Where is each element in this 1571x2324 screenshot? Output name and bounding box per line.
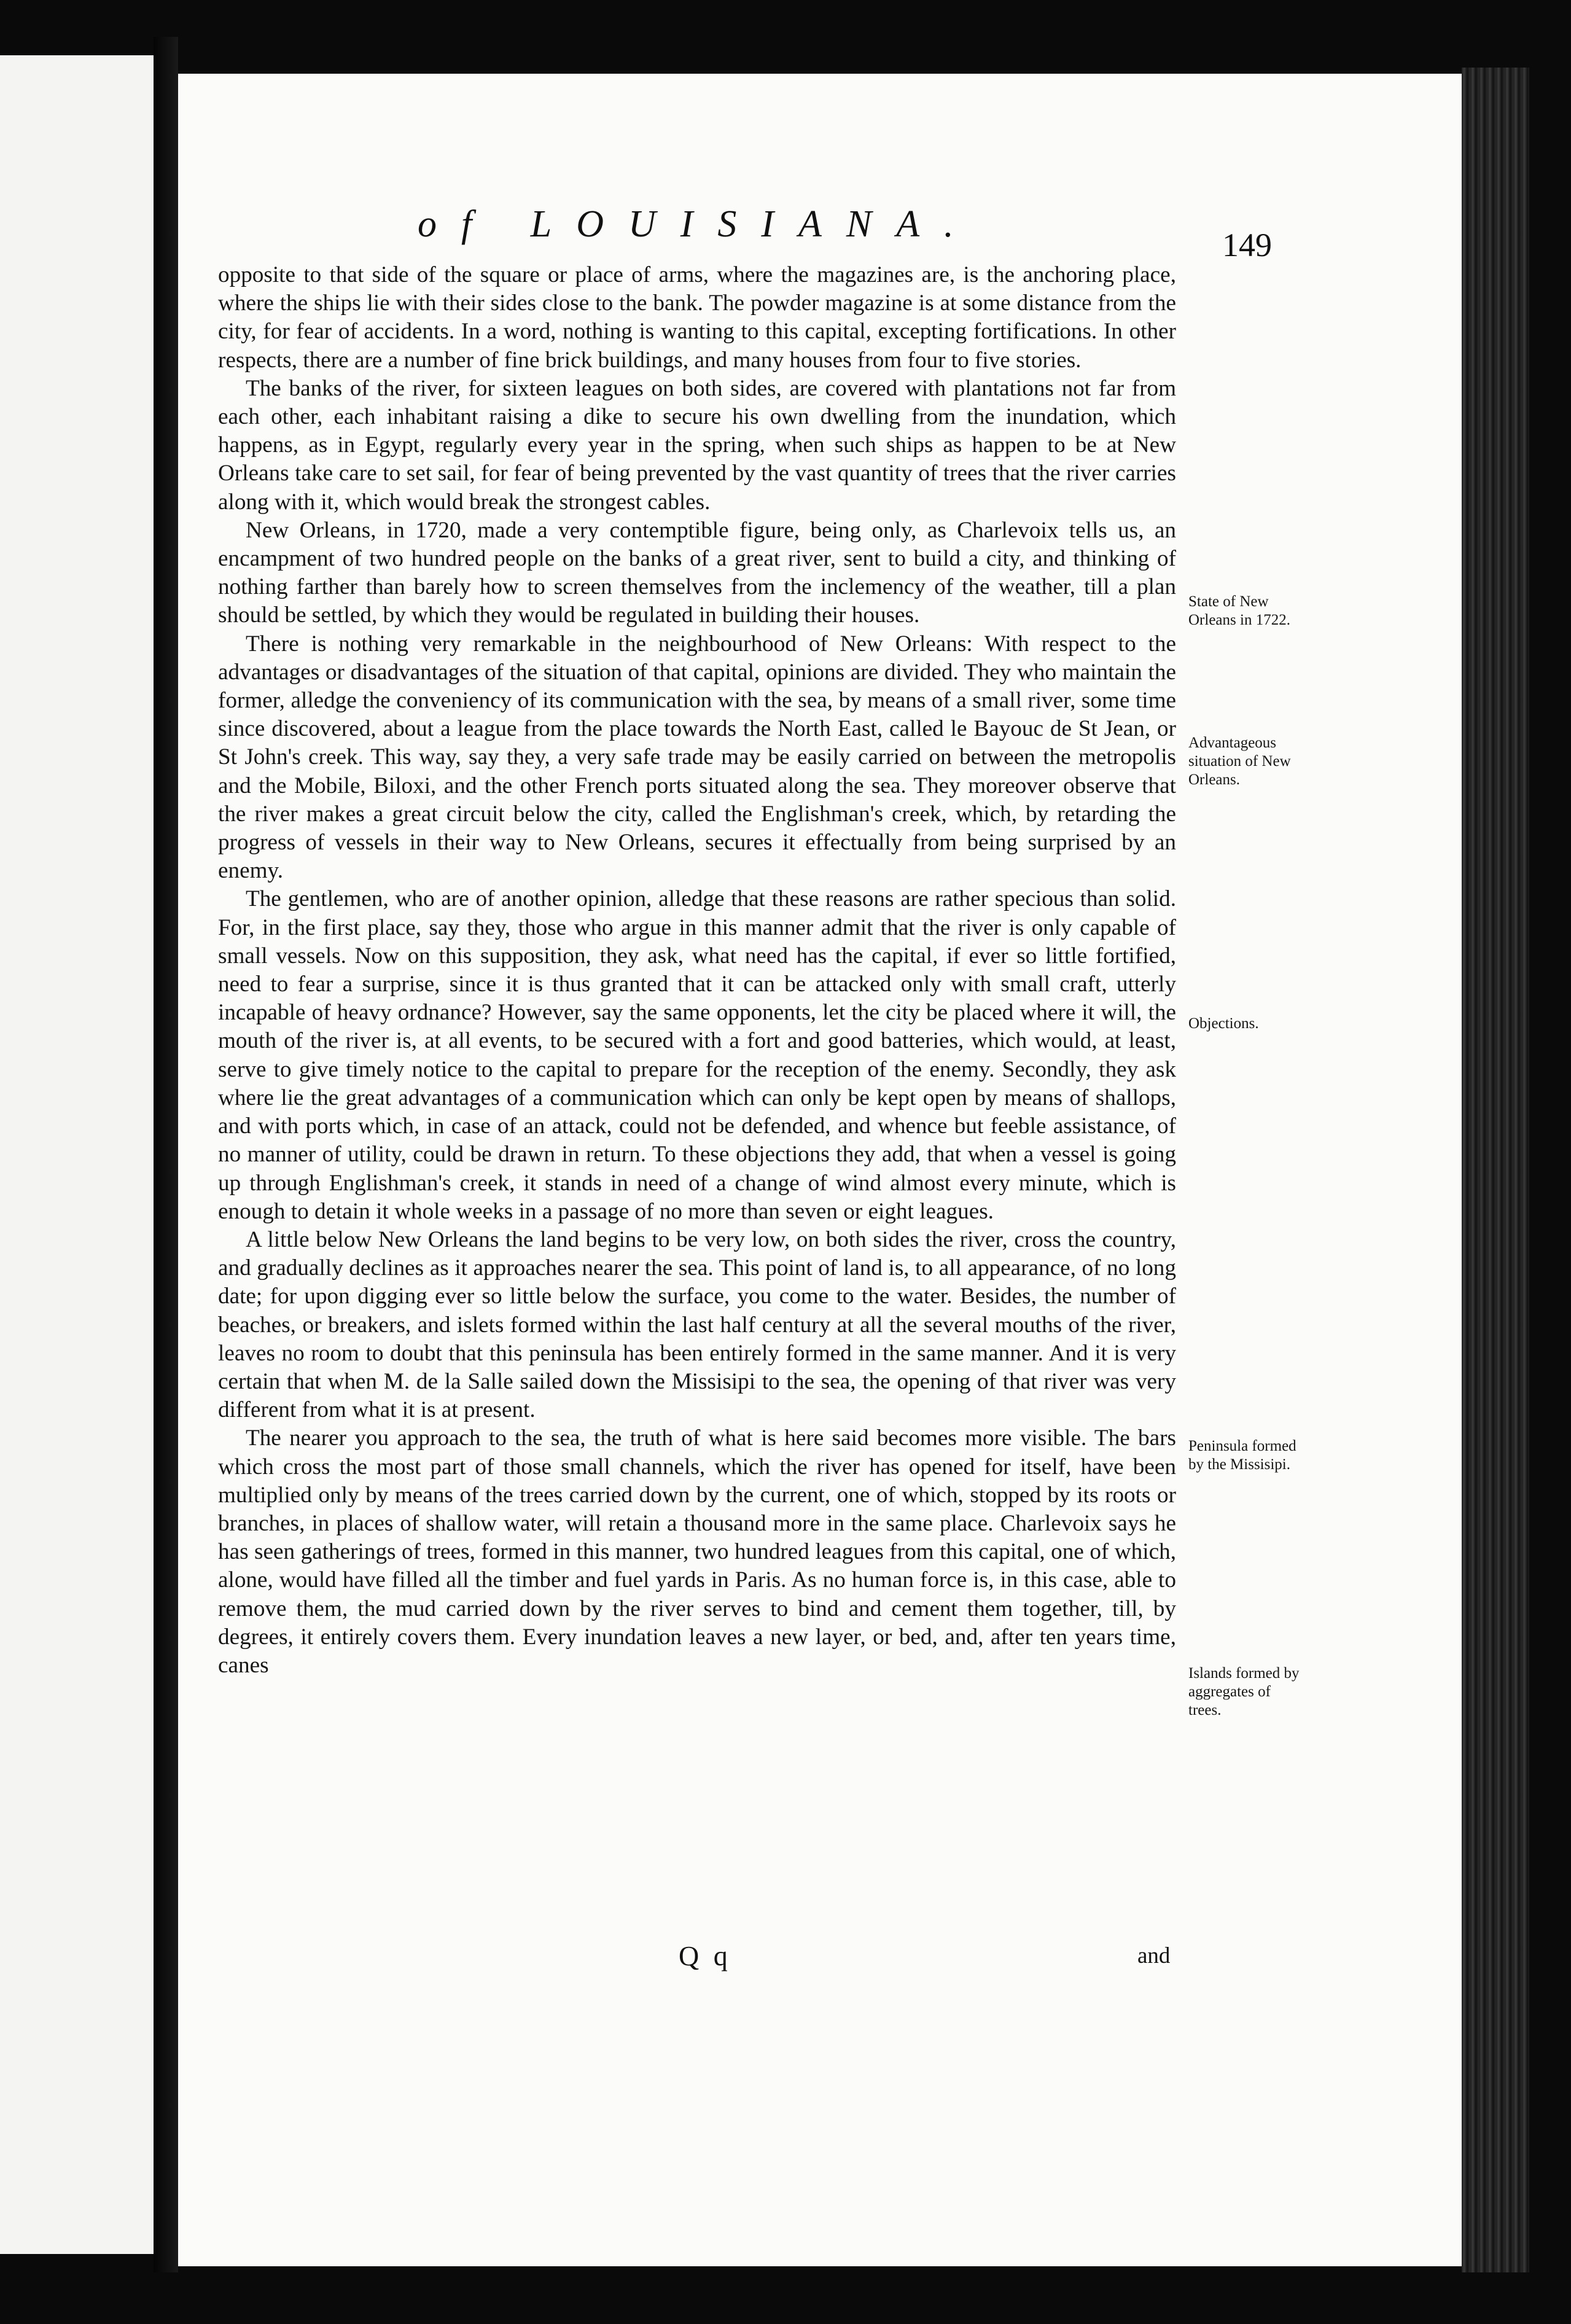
paragraph: New Orleans, in 1720, made a very contemptible figure, being only, as Charlevoix tells us, an encampment of two hundred people on the banks of a great river, sent to build a city, and thinking of nothing farther than barely how to screen themselves from the inclemency of the weather, till a plan should be settled, by which they would be regulated in building their houses. xyxy=(218,517,1176,628)
page-stack-edge xyxy=(1462,68,1529,2272)
catchword: and xyxy=(1137,1943,1171,1968)
paragraph: There is nothing very remarkable in the neighbourhood of New Orleans: With respect to the advantages or disadvantages of the situation of that capital, opinions are divided. They who maintain the former, alledge the conveniency of its communication with the sea, by means of a small river, some time since discovered, about a league from the place towards the North East, called le Bayouc de St Jean, or St John's creek. This way, say they, a very safe trade may be easily carried on between the metropolis and the Mobile, Biloxi, and the other French ports situated along the sea. They moreover observe that the river makes a great circuit below the city, called the Englishman's creek, which, by retarding the progress of vessels in their way to New Orleans, secures it effectually from being surprised by an enemy. xyxy=(218,631,1176,884)
margin-note: State of New Orleans in 1722. xyxy=(1188,593,1290,628)
paragraph: opposite to that side of the square or place of arms, where the magazines are, is the anchoring place, where the ships lie with their sides close to the bank. The powder magazine is at some distance from the city, for fear of accidents. In a word, nothing is wanting to this capital, excepting fortifications. In other respects, there are a number of fine brick buildings, and many houses from four to five stories. xyxy=(218,262,1176,373)
signature-mark: Q q xyxy=(679,1940,731,1971)
facing-page-edge xyxy=(0,55,154,2254)
paragraph: The nearer you approach to the sea, the truth of what is here said becomes more visible. The bars which cross the most part of those small channels, which the river has opened for itself, have been multiplied only by means of the trees carried down by the current, one of which, stopped by its roots or branches, in places of shallow water, will retain a thousand more in the same place. Charlevoix says he has seen gatherings of trees, formed in this manner, two hundred leagues from this capital, one of which, alone, would have filled all the timber and fuel yards in Paris. As no human force is, in this case, able to remove them, the mud carried down by the river serves to bind and cement them together, till, by degrees, it entirely covers them. Every inundation leaves a new layer, or bed, and, after ten years time, canes xyxy=(218,1425,1176,1678)
paragraph: The banks of the river, for sixteen leagues on both sides, are covered with plantations not far from each other, each inhabitant raising a dike to secure his own dwelling from the inundation, which happens, as in Egypt, regularly every year in the spring, when such ships as happen to be at New Orleans take care to set sail, for fear of being prevented by the vast quantity of trees that the river carries along with it, which would break the strongest cables. xyxy=(218,375,1176,515)
paragraph: A little below New Orleans the land begins to be very low, on both sides the river, cross the country, and gradually declines as it approaches nearer the sea. This point of land is, to all appearance, of no long date; for upon digging ever so little below the surface, you come to the water. Besides, the number of beaches, or breakers, and islets formed within the last half century at all the several mouths of the river, leaves no room to doubt that this peninsula has been entirely formed in the same manner. And it is very certain that when M. de la Salle sailed down the Missisipi to the sea, the opening of that river was very different from what it is at present. xyxy=(218,1226,1176,1423)
margin-note: Peninsula formed by the Missisipi. xyxy=(1188,1438,1296,1473)
page-number: 149 xyxy=(1222,227,1272,263)
margin-note: Islands formed by aggregates of trees. xyxy=(1188,1665,1300,1718)
body-text xyxy=(218,261,1176,1680)
margin-note: Advantageous situation of New Orleans. xyxy=(1188,735,1291,788)
paragraph: The gentlemen, who are of another opinion, alledge that these reasons are rather specious than solid. For, in the first place, say they, those who argue in this manner admit that the river is only capable of small vessels. Now on this supposition, they ask, what need has the capital, if ever so little fortified, need to fear a surprise, since it is thus granted that it can be attacked only with small craft, utterly incapable of heavy ordnance? However, say the same opponents, let the city be placed where it will, the mouth of the river is, at all events, to be secured with a fort and good batteries, which would, at least, serve to give timely notice to the capital to prepare for the reception of the enemy. Secondly, they ask where lie the great advantages of a communication which can only be kept open by means of shallops, and with ports which, in case of an attack, could not be defended, and whence but feeble assistance, of no manner of utility, could be drawn in return. To these objections they add, that when a vessel is going up through Englishman's creek, it stands in need of a change of wind almost every minute, which is enough to detain it whole weeks in a passage of no more than seven or eight leagues. xyxy=(218,886,1176,1224)
margin-note: Objections. xyxy=(1188,1015,1259,1032)
running-title: of LOUISIANA. xyxy=(418,203,978,245)
book-gutter xyxy=(154,37,178,2272)
